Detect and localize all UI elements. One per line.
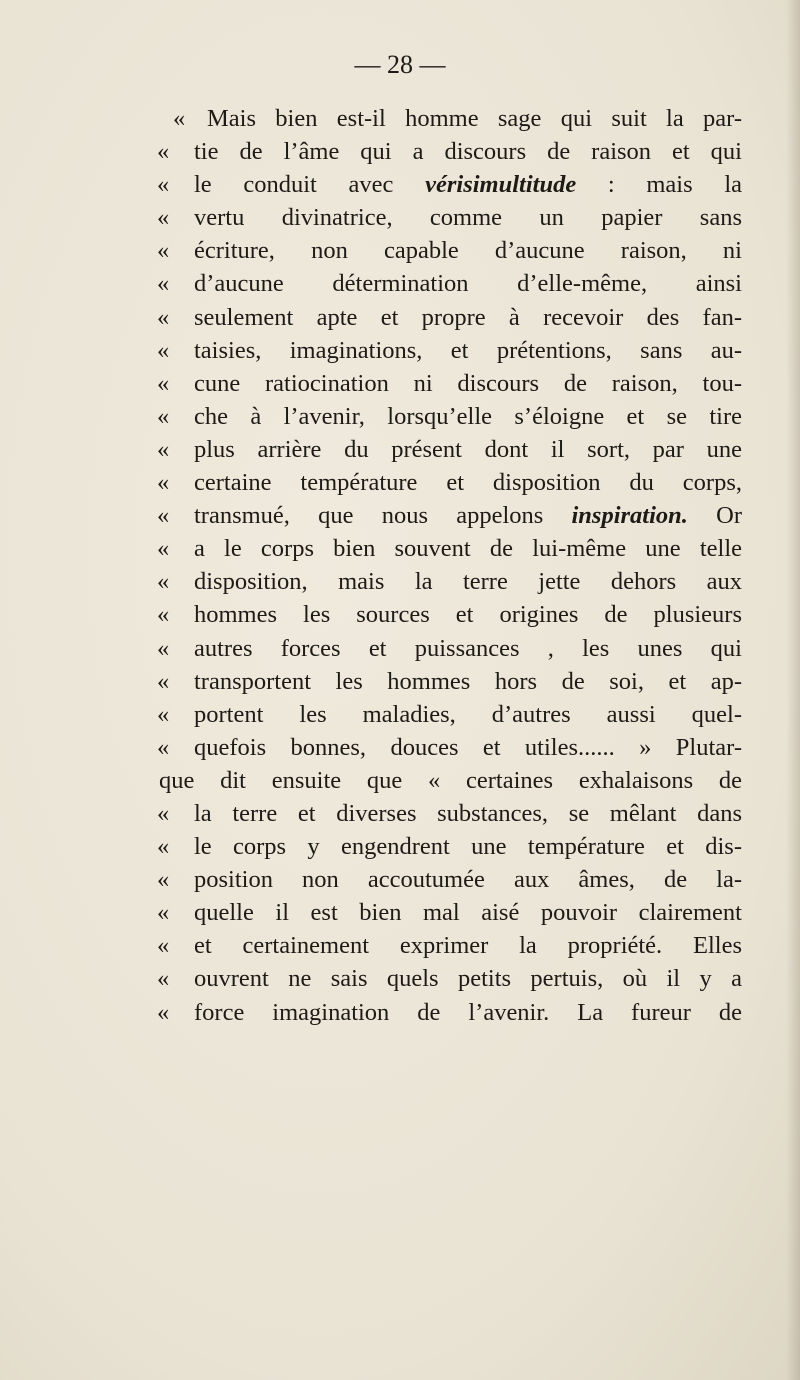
text-line <box>157 267 742 300</box>
line-text: cune ratiocination ni discours de raison, tou- <box>194 369 742 397</box>
line-text: plus arrière du présent dont il sort, par une <box>194 435 742 463</box>
quote-mark: « <box>157 435 170 463</box>
text-line <box>157 996 742 1029</box>
text-line <box>157 201 742 234</box>
line-text: écriture, non capable d’aucune raison, ni <box>194 237 742 265</box>
line-text: portent les maladies, d’autres aussi quel- <box>194 700 742 728</box>
quote-mark: « <box>157 866 170 894</box>
line-text: disposition, mais la terre jette dehors aux <box>194 568 742 596</box>
line-text: taisies, imaginations, et prétentions, sans au- <box>194 336 742 364</box>
text-line <box>157 598 742 631</box>
text-line <box>157 466 742 499</box>
line-text: vertu divinatrice, comme un papier sans <box>194 204 742 232</box>
line-text: force imagination de l’avenir. La fureur de <box>194 998 742 1026</box>
line-text: Mais bien est-il homme sage qui suit la par- <box>207 105 742 132</box>
quote-mark: « <box>157 138 170 166</box>
quote-mark: « <box>157 171 170 199</box>
text-line <box>157 532 742 565</box>
quote-mark: « <box>157 237 170 265</box>
line-text: la terre et diverses substances, se mêlant dans <box>194 799 742 827</box>
quote-mark: « <box>157 469 170 497</box>
quote-mark: « <box>157 568 170 596</box>
line-text <box>194 168 742 201</box>
text-line <box>157 797 742 830</box>
line-text: le corps y engendrent une température et dis- <box>194 833 742 861</box>
quote-mark: « <box>157 799 170 827</box>
text-line <box>157 433 742 466</box>
text-line <box>157 896 742 929</box>
quote-mark: « <box>157 502 170 530</box>
quote-mark: « <box>157 733 170 761</box>
quote-mark: « <box>157 369 170 397</box>
text-line <box>157 632 742 665</box>
text-line <box>157 168 742 201</box>
text-line <box>157 499 742 532</box>
line-text <box>194 499 742 532</box>
line-text-part: Or <box>716 502 742 530</box>
text-line <box>157 698 742 731</box>
text-line <box>157 565 742 598</box>
line-text: a le corps bien souvent de lui-même une telle <box>194 535 742 563</box>
quote-mark: « <box>157 932 170 960</box>
line-text-part: le conduit avec <box>194 171 394 199</box>
text-line <box>157 830 742 863</box>
quote-mark: « <box>157 667 170 695</box>
line-text: que dit ensuite que « certaines exhalaisons de <box>159 766 742 794</box>
line-text-part: transmué, que nous appelons <box>194 502 544 530</box>
line-text: quelle il est bien mal aisé pouvoir clairement <box>194 899 742 927</box>
quote-mark: « <box>157 899 170 927</box>
quote-mark: « <box>157 700 170 728</box>
italic-term: vérisimultitude <box>425 171 577 199</box>
quote-mark: « <box>157 998 170 1026</box>
line-text: transportent les hommes hors de soi, et ap- <box>194 667 742 695</box>
quote-mark: « <box>157 402 170 430</box>
italic-term: inspiration. <box>571 502 688 530</box>
line-text: d’aucune détermination d’elle-même, ainsi <box>194 270 742 298</box>
text-line <box>157 367 742 400</box>
page-edge-shadow <box>786 0 800 1380</box>
quote-mark: « <box>157 634 170 662</box>
line-text: tie de l’âme qui a discours de raison et qui <box>194 138 742 166</box>
line-text: hommes les sources et origines de plusieurs <box>194 601 742 629</box>
quote-mark: « <box>157 270 170 298</box>
line-text-part: : mais la <box>607 171 743 199</box>
text-line <box>157 400 742 433</box>
quote-mark: « <box>157 965 170 993</box>
text-line <box>157 665 742 698</box>
line-text: quefois bonnes, douces et utiles...... » Plutar- <box>194 733 742 761</box>
body-text <box>157 102 742 1029</box>
line-text: autres forces et puissances , les unes qui <box>194 634 742 662</box>
quote-mark: « <box>157 204 170 232</box>
text-line <box>157 731 742 764</box>
text-line <box>157 764 742 797</box>
quote-mark: « <box>173 105 186 132</box>
quote-mark: « <box>157 336 170 364</box>
quote-mark: « <box>157 303 170 331</box>
quote-mark: « <box>157 601 170 629</box>
text-line <box>157 334 742 367</box>
line-text: seulement apte et propre à recevoir des fan- <box>194 303 742 331</box>
text-line <box>157 301 742 334</box>
line-text: ouvrent ne sais quels petits pertuis, où il y a <box>194 965 742 993</box>
quote-mark: « <box>157 535 170 563</box>
text-line <box>157 863 742 896</box>
line-text: certaine température et disposition du corps, <box>194 469 742 497</box>
text-line <box>157 929 742 962</box>
text-line <box>157 962 742 995</box>
line-text: position non accoutumée aux âmes, de la- <box>194 866 742 894</box>
line-text: et certainement exprimer la propriété. Elles <box>194 932 742 960</box>
text-line <box>157 135 742 168</box>
line-text: che à l’avenir, lorsqu’elle s’éloigne et se tire <box>194 402 742 430</box>
text-line <box>157 234 742 267</box>
page-number: — 28 — <box>354 50 446 79</box>
text-line <box>157 102 742 135</box>
quote-mark: « <box>157 833 170 861</box>
